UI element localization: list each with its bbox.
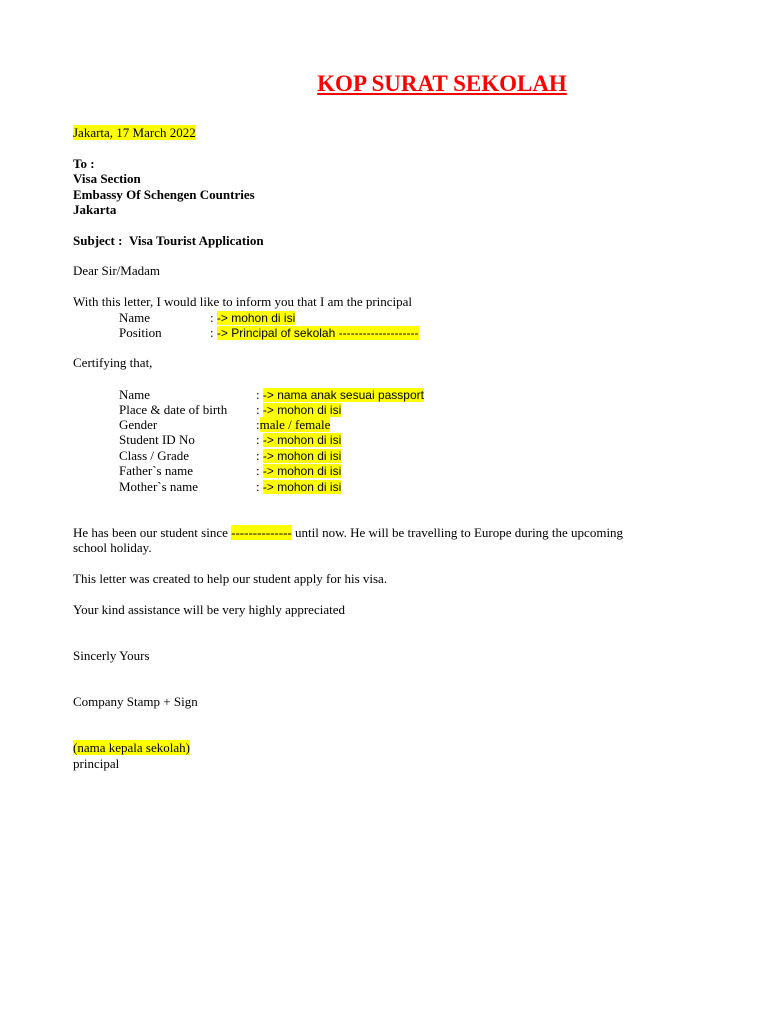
field-separator: : xyxy=(210,310,214,325)
field-value-text: male / female xyxy=(259,417,331,432)
paragraph-text: He has been our student since xyxy=(73,525,232,540)
recipient-line-3: Jakarta xyxy=(73,202,117,217)
field-value xyxy=(256,463,341,479)
signatory-name xyxy=(73,740,190,755)
field-value xyxy=(256,417,330,432)
field-separator: : xyxy=(256,448,260,463)
field-value xyxy=(210,310,295,326)
field-value-text: -> mohon di isi xyxy=(216,311,296,325)
field-value-text: -> mohon di isi xyxy=(262,449,342,463)
field-value-text: -> nama anak sesuai passport xyxy=(262,388,424,402)
field-value xyxy=(256,387,424,403)
field-label: Student ID No xyxy=(119,432,195,447)
signatory-name-text: (nama kepala sekolah) xyxy=(73,740,190,755)
field-value xyxy=(256,402,341,418)
field-label: Position xyxy=(119,325,162,340)
field-label: Class / Grade xyxy=(119,448,190,463)
stamp-sign: Company Stamp + Sign xyxy=(73,694,198,709)
field-label: Place & date of birth xyxy=(119,402,228,417)
field-value-text: -> mohon di isi xyxy=(262,464,342,478)
field-value-text: -> mohon di isi xyxy=(262,403,342,417)
signatory-title: principal xyxy=(73,756,120,771)
letter-date xyxy=(73,125,196,140)
field-separator: : xyxy=(256,402,260,417)
field-separator: : xyxy=(256,417,260,432)
blank-period: -------------- xyxy=(231,525,292,540)
body-paragraph-3: Your kind assistance will be very highly appreciated xyxy=(73,602,345,617)
body-paragraph-1-line-2: school holiday. xyxy=(73,540,152,555)
recipient-to: To : xyxy=(73,156,95,171)
letterhead-title: KOP SURAT SEKOLAH xyxy=(317,71,567,96)
salutation: Dear Sir/Madam xyxy=(73,263,161,278)
paragraph-text: until now. He will be travelling to Europe during the upcoming xyxy=(291,525,624,540)
subject-label: Subject : xyxy=(73,233,123,248)
body-paragraph-2: This letter was created to help our student apply for his visa. xyxy=(73,571,388,586)
subject-line xyxy=(73,233,264,248)
field-value xyxy=(256,432,341,448)
field-value-text: -> Principal of sekolah -------------------- xyxy=(216,326,419,340)
closing: Sincerly Yours xyxy=(73,648,150,663)
field-separator: : xyxy=(256,479,260,494)
intro-paragraph: With this letter, I would like to inform you that I am the principal xyxy=(73,294,413,309)
field-separator: : xyxy=(210,325,214,340)
field-label: Gender xyxy=(119,417,158,432)
field-label: Name xyxy=(119,387,151,402)
field-separator: : xyxy=(256,432,260,447)
field-value xyxy=(256,448,341,464)
recipient-line-1: Visa Section xyxy=(73,171,141,186)
date-text: Jakarta, 17 March 2022 xyxy=(73,125,196,140)
field-value-text: -> mohon di isi xyxy=(262,480,342,494)
subject-text: Visa Tourist Application xyxy=(128,233,264,248)
certifying-text: Certifying that, xyxy=(73,355,153,370)
field-separator: : xyxy=(256,463,260,478)
field-label: Name xyxy=(119,310,151,325)
field-value-text: -> mohon di isi xyxy=(262,433,342,447)
recipient-line-2: Embassy Of Schengen Countries xyxy=(73,187,255,202)
field-value xyxy=(256,479,341,495)
field-separator: : xyxy=(256,387,260,402)
body-paragraph-1 xyxy=(73,525,623,540)
field-value xyxy=(210,325,419,341)
field-label: Father`s name xyxy=(119,463,194,478)
field-label: Mother`s name xyxy=(119,479,199,494)
